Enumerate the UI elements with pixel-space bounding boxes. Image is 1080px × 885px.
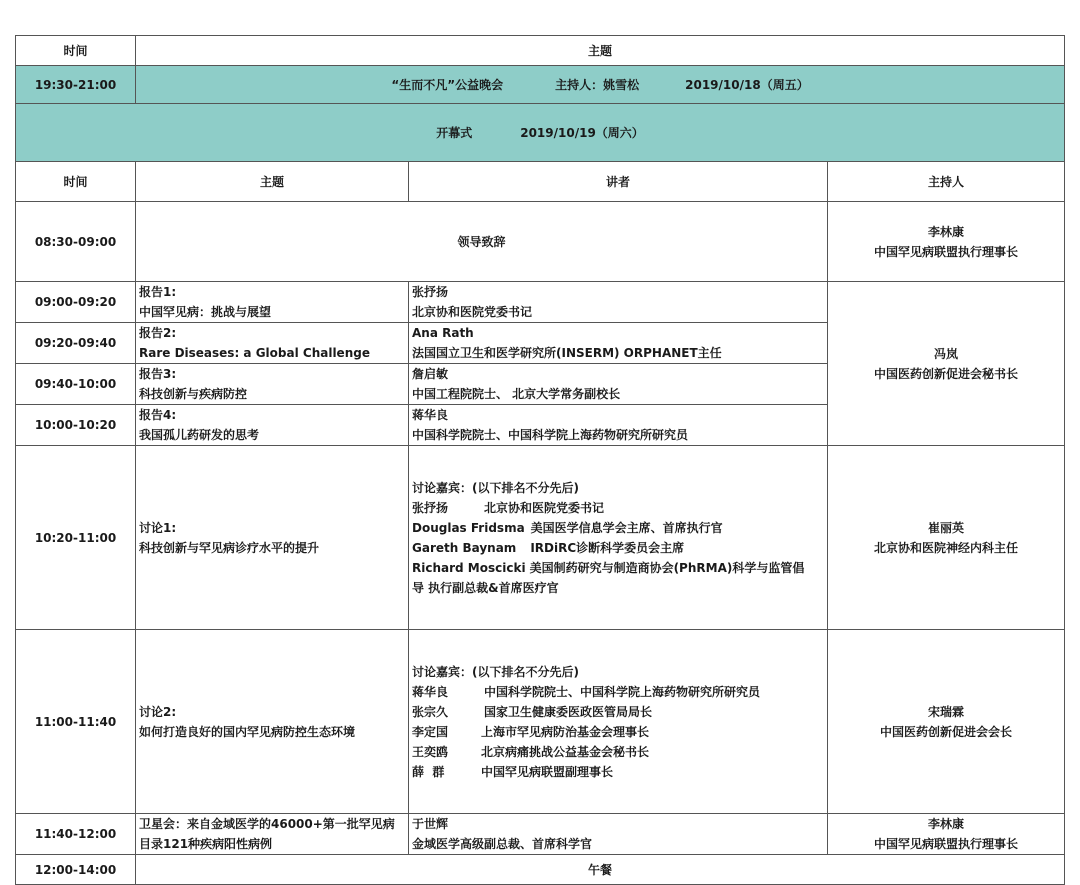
col-host: 主持人	[828, 162, 1065, 202]
discussion2-host	[828, 630, 1065, 814]
satellite-host	[828, 814, 1065, 855]
welcome-time: 08:30-09:00	[16, 202, 136, 282]
guest-name: 张宗久	[412, 704, 449, 719]
opening-date: 2019/10/19（周六）	[520, 125, 644, 140]
welcome-topic: 领导致辞	[136, 202, 828, 282]
schedule-table	[15, 35, 1065, 885]
discussion2-intro: 讨论嘉宾：(以下排名不分先后)	[412, 664, 579, 679]
satellite-speaker-title: 金域医学高级副总裁、首席科学官	[412, 837, 593, 851]
evening-row	[16, 66, 1065, 104]
guest-name: 王奕鸥	[412, 744, 449, 759]
discussion2-host-name: 宋瑞霖	[928, 704, 965, 719]
report-label: 报告2:	[139, 326, 177, 340]
col-time: 时间	[16, 162, 136, 202]
col-speaker: 讲者	[409, 162, 828, 202]
column-header-row	[16, 162, 1065, 202]
guest-entry	[412, 538, 824, 558]
evening-time: 19:30-21:00	[16, 66, 136, 104]
evening-info	[136, 66, 1065, 104]
speaker-title: 中国科学院院士、中国科学院上海药物研究所研究员	[412, 428, 689, 442]
satellite-topic-line2: 目录121种疾病阳性病例	[139, 837, 273, 851]
discussion2-label: 讨论2:	[139, 704, 177, 719]
opening-info	[16, 104, 1065, 162]
satellite-speaker	[409, 814, 828, 855]
report-title: 我国孤儿药研发的思考	[139, 428, 260, 442]
guest-name: 张抒扬	[412, 500, 449, 515]
guest-name: 蒋华良	[412, 684, 449, 699]
welcome-host	[828, 202, 1065, 282]
discussion1-intro: 讨论嘉宾：(以下排名不分先后)	[412, 480, 579, 495]
guest-name: Richard Moscicki	[412, 560, 526, 575]
welcome-host-name: 李林康	[928, 224, 965, 239]
guest-role: 国家卫生健康委医政医管局局长	[484, 704, 653, 719]
report-time: 09:00-09:20	[16, 282, 136, 323]
evening-title: “生而不凡”公益晚会	[391, 77, 504, 92]
opening-row	[16, 104, 1065, 162]
guest-entry	[412, 722, 824, 742]
welcome-row	[16, 202, 1065, 282]
discussion1-speakers	[409, 446, 828, 630]
discussion1-host-title: 北京协和医院神经内科主任	[874, 540, 1019, 555]
header-time: 时间	[16, 36, 136, 66]
report-title: 科技创新与疾病防控	[139, 387, 248, 401]
satellite-topic	[136, 814, 409, 855]
report-title: Rare Diseases: a Global Challenge	[139, 346, 370, 360]
opening-title: 开幕式	[436, 125, 473, 140]
discussion2-speakers	[409, 630, 828, 814]
report-time: 10:00-10:20	[16, 405, 136, 446]
header-row	[16, 36, 1065, 66]
header-topic: 主题	[136, 36, 1065, 66]
satellite-row	[16, 814, 1065, 855]
reports-host-name: 冯岚	[934, 346, 959, 361]
discussion2-row	[16, 630, 1065, 814]
discussion1-topic	[136, 446, 409, 630]
discussion1-host	[828, 446, 1065, 630]
discussion1-row	[16, 446, 1065, 630]
report-label: 报告3:	[139, 367, 177, 381]
reports-host-title: 中国医药创新促进会秘书长	[874, 366, 1019, 381]
col-topic: 主题	[136, 162, 409, 202]
satellite-time: 11:40-12:00	[16, 814, 136, 855]
guest-entry	[412, 518, 824, 538]
speaker-name: 詹启敏	[412, 367, 449, 381]
satellite-speaker-name: 于世辉	[412, 817, 449, 831]
evening-host: 主持人：姚雪松	[555, 77, 640, 92]
guest-role: 中国科学院院士、中国科学院上海药物研究所研究员	[484, 684, 761, 699]
speaker-name: Ana Rath	[412, 326, 474, 340]
guest-name: 薛 群	[412, 764, 445, 779]
report-speaker	[409, 405, 828, 446]
guest-entry	[412, 558, 824, 578]
guest-entry	[412, 762, 824, 782]
report-time: 09:40-10:00	[16, 364, 136, 405]
satellite-host-title: 中国罕见病联盟执行理事长	[874, 837, 1019, 851]
report-topic	[136, 282, 409, 323]
guest-entry	[412, 702, 824, 722]
guest-role: IRDiRC诊断科学委员会主席	[530, 540, 685, 555]
discussion1-host-name: 崔丽英	[928, 520, 965, 535]
guest-role: 北京病痛挑战公益基金会秘书长	[481, 744, 650, 759]
report-topic	[136, 323, 409, 364]
report-row	[16, 282, 1065, 323]
lunch-topic: 午餐	[136, 855, 1065, 885]
guest-entry	[412, 742, 824, 762]
report-speaker	[409, 282, 828, 323]
guest-name: Douglas Fridsma	[412, 520, 525, 535]
report-topic	[136, 405, 409, 446]
guest-role: 上海市罕见病防治基金会理事长	[481, 724, 650, 739]
satellite-host-name: 李林康	[928, 817, 965, 831]
guest-role: 北京协和医院党委书记	[484, 500, 605, 515]
report-speaker	[409, 364, 828, 405]
report-topic	[136, 364, 409, 405]
guest-name: Gareth Baynam	[412, 540, 517, 555]
discussion1-time: 10:20-11:00	[16, 446, 136, 630]
speaker-title: 法国国立卫生和医学研究所(INSERM) ORPHANET主任	[412, 346, 722, 360]
discussion1-label: 讨论1:	[139, 520, 177, 535]
discussion2-host-title: 中国医药创新促进会会长	[880, 724, 1013, 739]
satellite-topic-line1: 卫星会：来自金域医学的46000+第一批罕见病	[139, 817, 395, 831]
report-label: 报告1:	[139, 285, 177, 299]
speaker-title: 北京协和医院党委书记	[412, 305, 533, 319]
lunch-row	[16, 855, 1065, 885]
discussion1-title: 科技创新与罕见病诊疗水平的提升	[139, 540, 320, 555]
speaker-title: 中国工程院院士、 北京大学常务副校长	[412, 387, 621, 401]
speaker-name: 张抒扬	[412, 285, 449, 299]
report-label: 报告4:	[139, 408, 177, 422]
guest-entry	[412, 682, 824, 702]
guest-name: 李定国	[412, 724, 449, 739]
discussion1-extra: 导 执行副总裁&首席医疗官	[412, 580, 559, 595]
welcome-host-title: 中国罕见病联盟执行理事长	[874, 244, 1019, 259]
guest-role: 美国医学信息学会主席、首席执行官	[530, 520, 723, 535]
report-time: 09:20-09:40	[16, 323, 136, 364]
discussion2-time: 11:00-11:40	[16, 630, 136, 814]
lunch-time: 12:00-14:00	[16, 855, 136, 885]
speaker-name: 蒋华良	[412, 408, 449, 422]
reports-host	[828, 282, 1065, 446]
report-title: 中国罕见病：挑战与展望	[139, 305, 272, 319]
guest-role: 中国罕见病联盟副理事长	[481, 764, 614, 779]
guest-entry	[412, 498, 824, 518]
evening-date: 2019/10/18（周五）	[685, 77, 809, 92]
report-speaker	[409, 323, 828, 364]
discussion2-title: 如何打造良好的国内罕见病防控生态环境	[139, 724, 356, 739]
guest-role: 美国制药研究与制造商协会(PhRMA)科学与监管倡	[529, 560, 805, 575]
discussion2-topic	[136, 630, 409, 814]
